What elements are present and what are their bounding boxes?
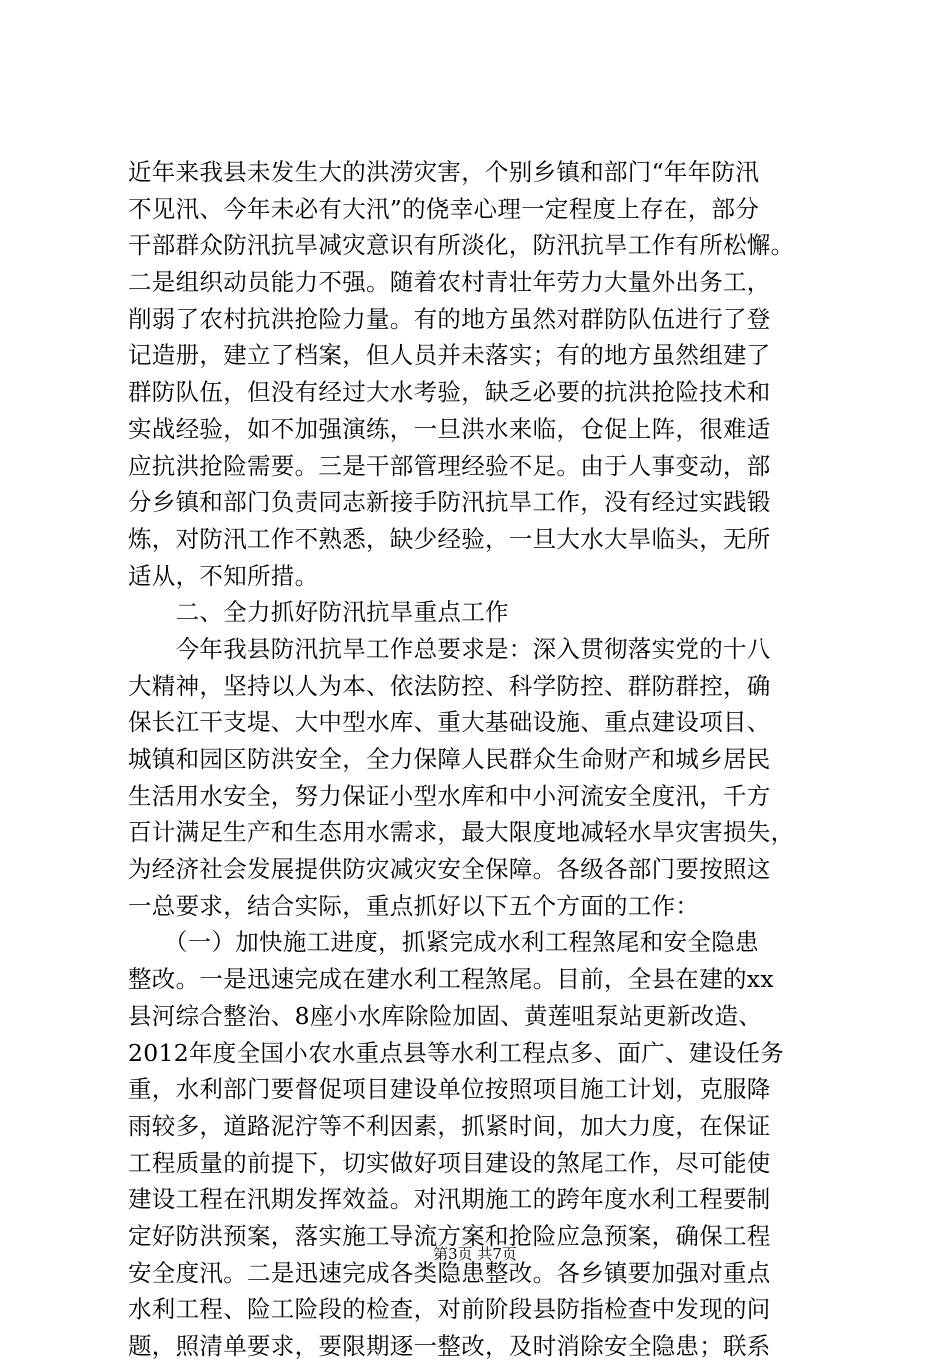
page-number-footer: 第3页 共7页 xyxy=(433,1245,517,1263)
body-text xyxy=(128,154,828,1365)
text-line: 适从，不知所措。 xyxy=(128,561,319,590)
text-line: 二是组织动员能力不强。随着农村青壮年劳力大量外出务工， xyxy=(128,268,771,297)
text-line: 安全度汛。二是迅速完成各类隐患整改。各乡镇要加强对重点 xyxy=(128,1258,771,1287)
text-line: 县河综合整治、8座小水库除险加固、黄莲咀泵站更新改造、 xyxy=(128,1001,763,1030)
text-line: 题，照清单要求，要限期逐一整改，及时消除安全隐患；联系 xyxy=(128,1332,771,1360)
text-line: 保长江干支堤、大中型水库、重大基础设施、重点建设项目、 xyxy=(128,708,771,737)
subsection-heading: （一）加快施工进度，抓紧完成水利工程煞尾和安全隐患 xyxy=(128,928,759,957)
text-line: 干部群众防汛抗旱减灾意识有所淡化，防汛抗旱工作有所松懈。 xyxy=(128,231,795,260)
section-heading: 二、全力抓好防汛抗旱重点工作 xyxy=(128,598,509,627)
text-line: 不见汛、今年未必有大汛”的侥幸心理一定程度上存在，部分 xyxy=(128,194,760,223)
text-line: 今年我县防汛抗旱工作总要求是：深入贯彻落实党的十八 xyxy=(128,634,771,663)
text-line: 一总要求，结合实际，重点抓好以下五个方面的工作： xyxy=(128,891,700,920)
text-line: 水利工程、险工险段的检查，对前阶段县防指检查中发现的问 xyxy=(128,1295,771,1324)
text-line: 生活用水安全，努力保证小型水库和中小河流安全度汛，千方 xyxy=(128,781,771,810)
text-line: 重，水利部门要督促项目建设单位按照项目施工计划，克服降 xyxy=(128,1075,771,1104)
text-line: 建设工程在汛期发挥效益。对汛期施工的跨年度水利工程要制 xyxy=(128,1185,771,1214)
text-line: 城镇和园区防洪安全，全力保障人民群众生命财产和城乡居民 xyxy=(128,745,771,773)
text-line: 定好防洪预案，落实施工导流方案和抢险应急预案，确保工程 xyxy=(128,1221,771,1250)
text-line: 百计满足生产和生态用水需求，最大限度地减轻水旱灾害损失， xyxy=(128,818,795,847)
text-line: 记造册，建立了档案，但人员并未落实；有的地方虽然组建了 xyxy=(128,341,771,370)
text-line: 炼，对防汛工作不熟悉，缺少经验，一旦大水大旱临头，无所 xyxy=(128,524,771,553)
text-line: 群防队伍，但没有经过大水考验，缺乏必要的抗洪抢险技术和 xyxy=(128,378,771,407)
text-line: 近年来我县未发生大的洪涝灾害，个别乡镇和部门“年年防汛 xyxy=(128,158,760,186)
text-line: 应抗洪抢险需要。三是干部管理经验不足。由于人事变动，部 xyxy=(128,451,771,480)
text-line: 削弱了农村抗洪抢险力量。有的地方虽然对群防队伍进行了登 xyxy=(128,304,771,333)
text-line: 整改。一是迅速完成在建水利工程煞尾。目前，全县在建的xx xyxy=(128,965,774,994)
text-line: 分乡镇和部门负责同志新接手防汛抗旱工作，没有经过实践锻 xyxy=(128,488,771,517)
text-line: 为经济社会发展提供防灾减灾安全保障。各级各部门要按照这 xyxy=(128,855,771,884)
text-line: 工程质量的前提下，切实做好项目建设的煞尾工作，尽可能使 xyxy=(128,1148,771,1177)
text-line: 雨较多，道路泥泞等不利因素，抓紧时间，加大力度，在保证 xyxy=(128,1111,771,1140)
text-line: 2012年度全国小农水重点县等水利工程点多、面广、建设任务 xyxy=(128,1038,785,1067)
text-line: 大精神，坚持以人为本、依法防控、科学防控、群防群控，确 xyxy=(128,671,771,700)
text-line: 实战经验，如不加强演练，一旦洪水来临，仓促上阵，很难适 xyxy=(128,414,771,443)
